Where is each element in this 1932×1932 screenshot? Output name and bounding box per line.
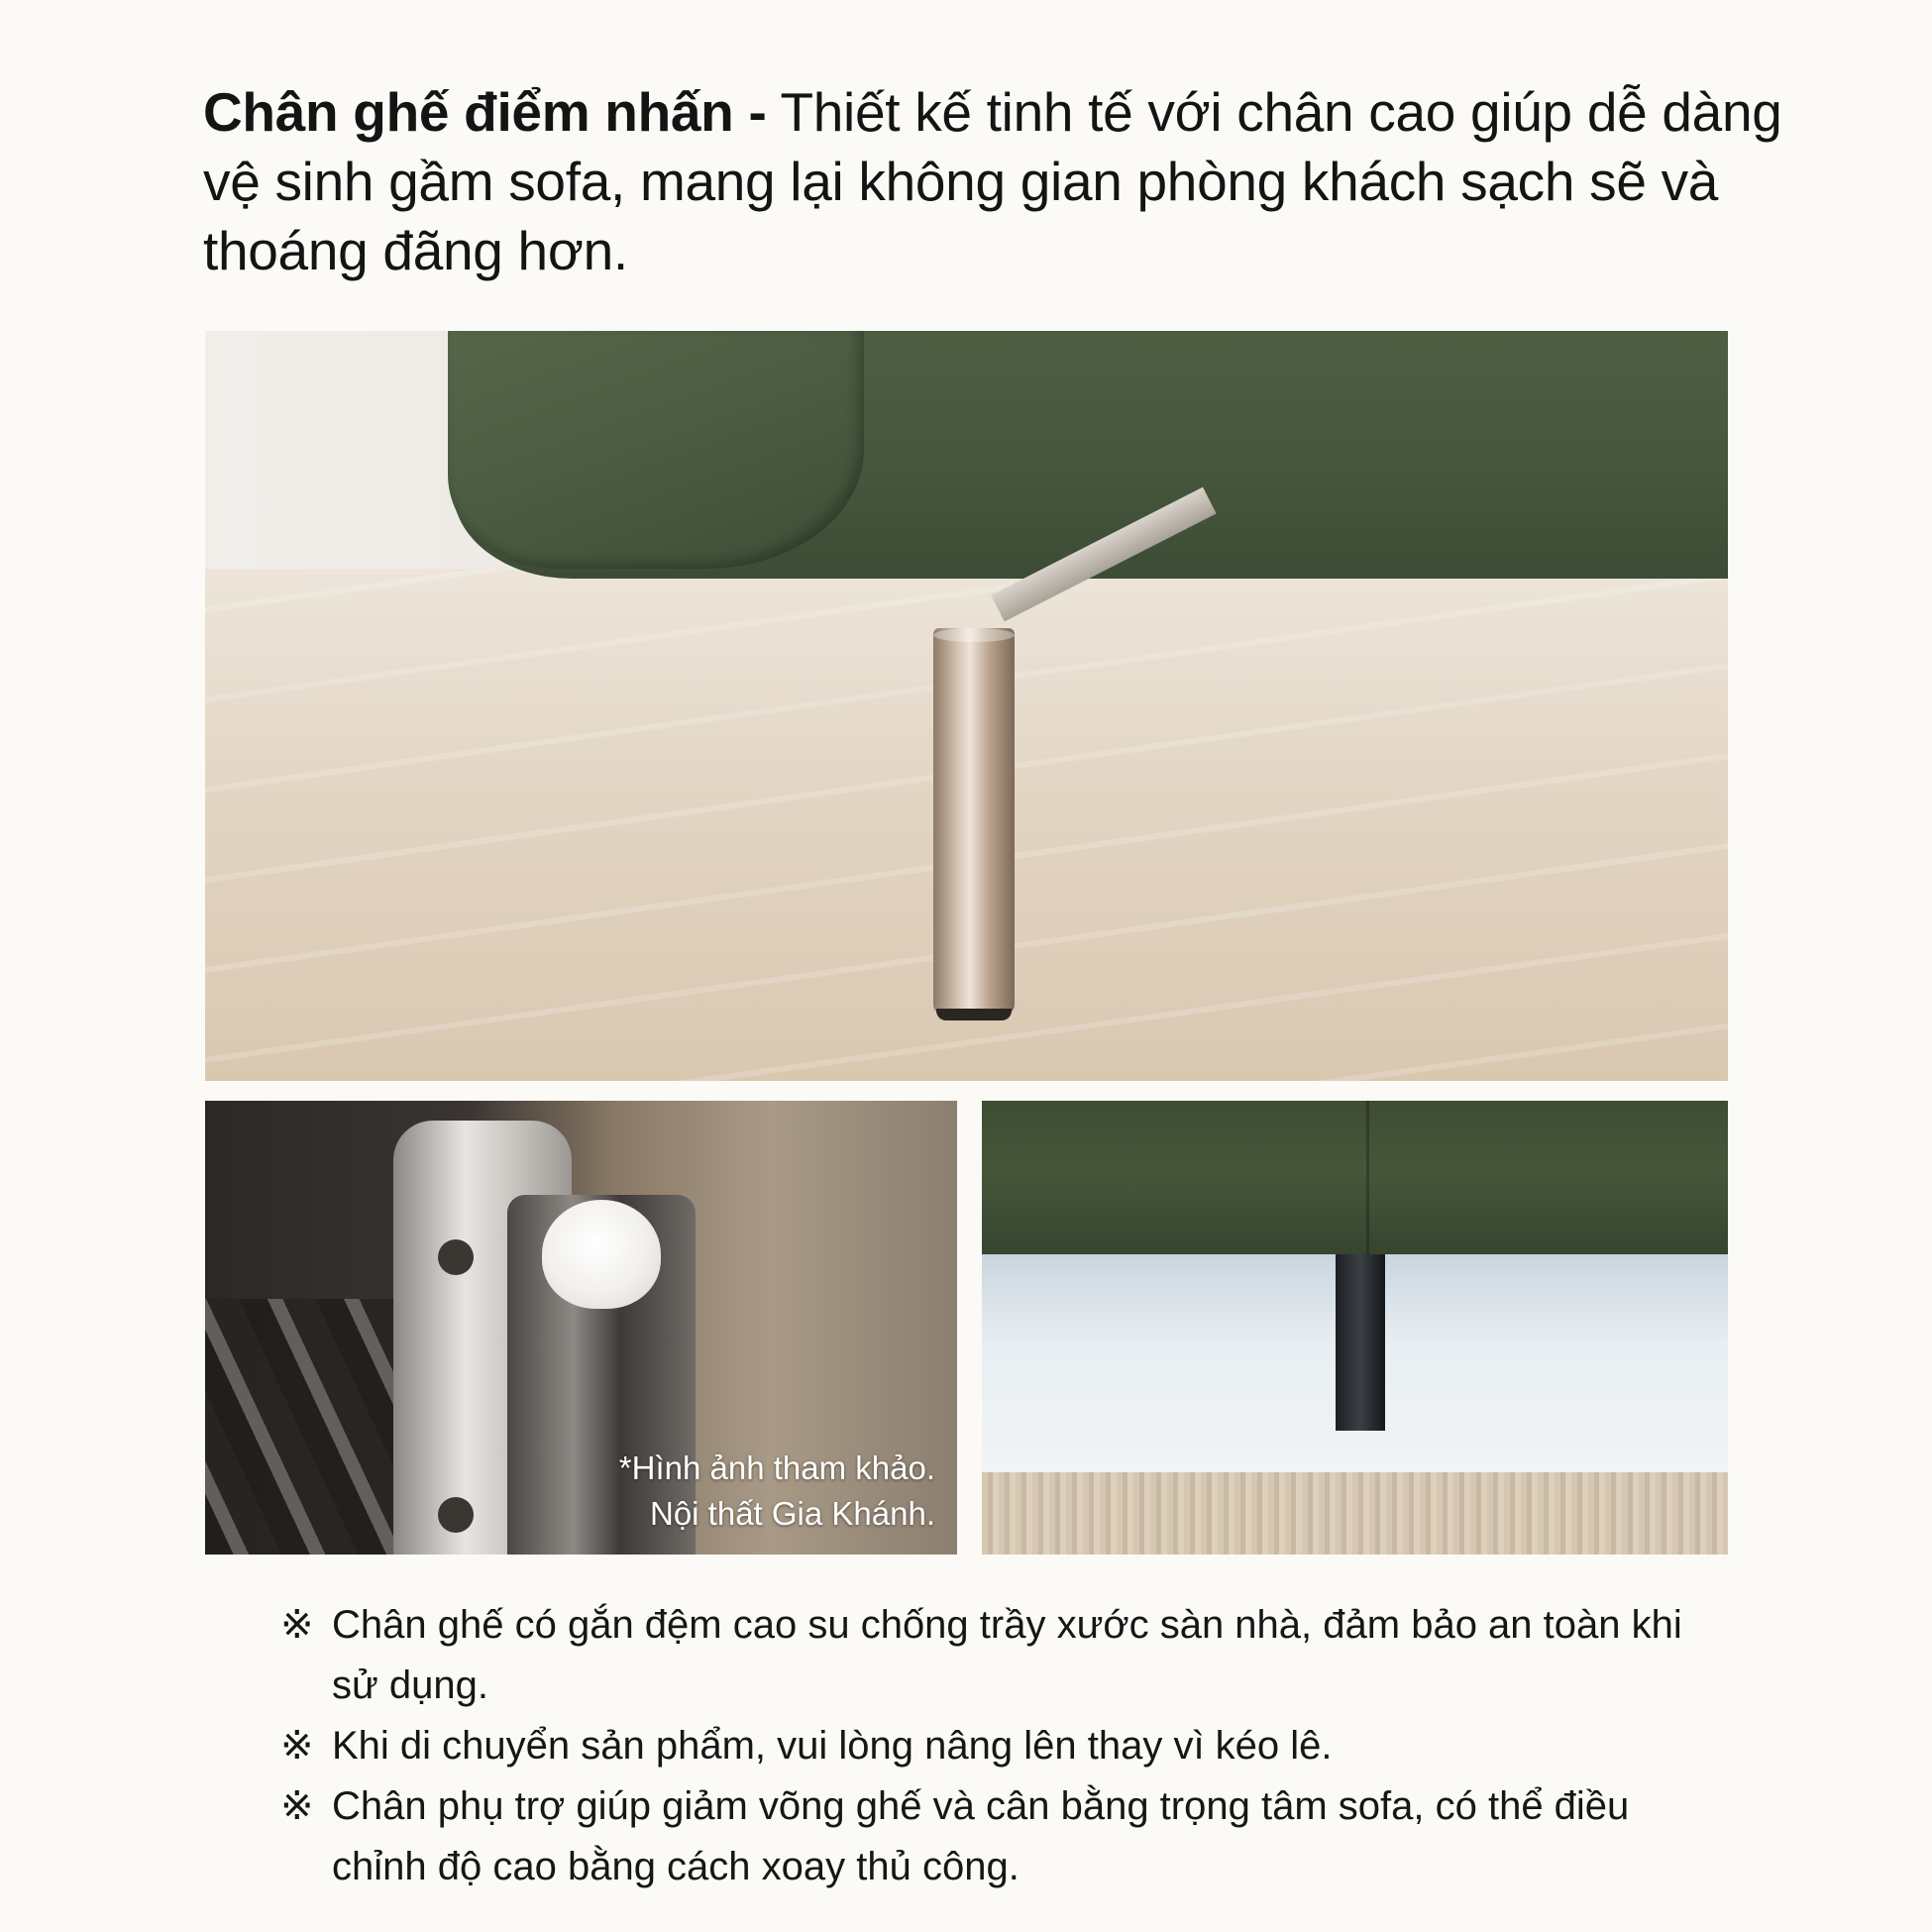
- sofa-seam: [1366, 1101, 1369, 1254]
- photo-caption: [619, 1446, 935, 1537]
- sofa-cushion: [448, 331, 864, 569]
- note-text: Chân phụ trợ giúp giảm võng ghế và cân bằng trọng tâm sofa, có thể điều chỉnh độ cao bằng cách xoay thủ công.: [332, 1784, 1630, 1888]
- note-text: Khi di chuyển sản phẩm, vui lòng nâng lên thay vì kéo lê.: [332, 1724, 1333, 1768]
- note-marker: ※: [280, 1603, 314, 1647]
- leg-highlight: [933, 628, 1015, 642]
- rubber-pad: [542, 1200, 661, 1309]
- rubber-pad-photo: [205, 1101, 957, 1555]
- photo-floor: [982, 1472, 1728, 1555]
- note-item: [280, 1776, 1687, 1897]
- support-leg: [1336, 1254, 1385, 1431]
- headline-text: Thiết kế tinh tế với chân cao giúp dễ dàng vệ sinh gầm sofa, mang lại không gian phòng khách sạch sẽ và thoáng đãng hơn.: [203, 81, 1782, 281]
- chrome-leg: [933, 628, 1015, 1015]
- note-marker: ※: [280, 1724, 314, 1768]
- note-marker: ※: [280, 1784, 314, 1828]
- sofa-leg-photo: [205, 331, 1728, 1081]
- note-item: [280, 1595, 1687, 1716]
- headline-bold: Chân ghế điểm nhấn -: [203, 81, 767, 143]
- sofa-base: [982, 1101, 1728, 1254]
- notes-list: [280, 1595, 1687, 1897]
- note-item: [280, 1716, 1687, 1776]
- bracket-hole: [438, 1239, 474, 1275]
- note-text: Chân ghế có gắn đệm cao su chống trầy xước sàn nhà, đảm bảo an toàn khi sử dụng.: [332, 1603, 1682, 1707]
- leg-foot-pad: [936, 1009, 1012, 1020]
- caption-line-1: *Hình ảnh tham khảo.: [618, 1449, 935, 1486]
- bracket-hole: [438, 1497, 474, 1533]
- headline: [203, 77, 1788, 285]
- support-leg-photo: [982, 1101, 1728, 1555]
- caption-line-2: Nội thất Gia Khánh.: [649, 1495, 935, 1532]
